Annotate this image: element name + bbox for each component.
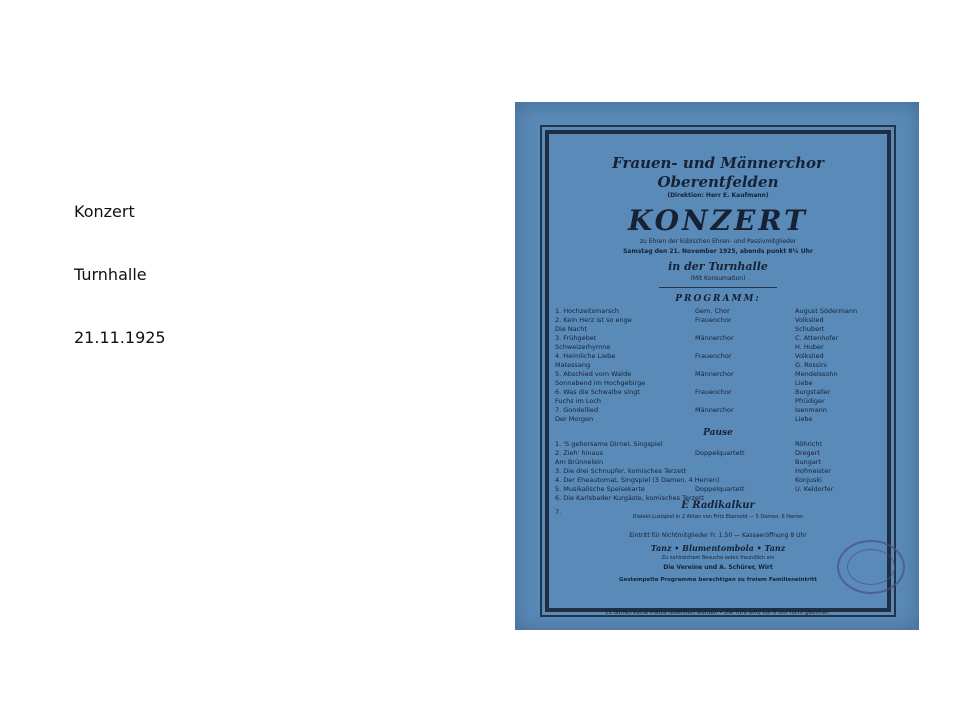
program-row: 1. 'S gehorsame Dirnel, Singspiel Röhricht [555, 440, 823, 448]
program-row: 5. Abschied vom Walde Männerchor Mendelssohn [555, 370, 838, 378]
poster-item7-note: Dialekt-Lustspiel in 2 Akten von Fritz Ebersold — 5 Damen, 6 Herren [632, 514, 804, 520]
poster-invite: Zu zahlreichem Besuche laden freundlich ein [661, 555, 775, 561]
poster-date-line: Samstag den 21. November 1925, abends punkt 8¼ Uhr [623, 248, 813, 255]
poster-after-program: Tanz • Blumentombola • Tanz [650, 543, 786, 553]
program-row: 4. Heimliche Liebe Frauenchor Volkslied [555, 352, 824, 360]
poster-divider [659, 287, 777, 288]
program-row: 6. Was die Schwalbe singt Frauenchor Burgstaller [555, 388, 831, 396]
poster-border [545, 130, 891, 612]
program-row: Die Nacht Schubert [555, 325, 825, 333]
program-row: Matessang G. Rossini [555, 361, 827, 369]
program-row: Schweizerhymne H. Huber [555, 343, 824, 351]
poster-headline: KONZERT [628, 204, 808, 237]
note-date: 21.11.1925 [74, 328, 166, 347]
program-row: Sonnabend im Hochgebirge Liebe [555, 379, 813, 387]
poster-pause: Pause [703, 428, 733, 438]
program-row: 7. Gondellied Männerchor Isenmann [555, 406, 827, 414]
poster-org-line2: Oberentfelden [657, 173, 779, 191]
program-row: 2. Zieh' hinaus Doppelquartett Dregert [555, 449, 820, 457]
poster-hosts: Die Vereine und A. Schürer, Wirt [663, 564, 773, 571]
program-row: 6. Die Karlsbader Kurgäste, komisches Terzett [555, 494, 705, 502]
program-row: Am Brünnelein Bungart [555, 458, 822, 466]
poster-item7-title: E Radikalkur [681, 500, 755, 511]
poster-program-title: PROGRAMM: [675, 294, 761, 304]
note-venue: Turnhalle [74, 265, 147, 284]
program-item7-number: 7. [555, 508, 562, 516]
program-row: 4. Der Eheautomat, Singspiel (3 Damen, 4 Herren) Konjuski [555, 476, 822, 484]
poster-admission: Eintritt für Nichtmitglieder Fr. 1.50 — Kassaeröffnung 8 Uhr [629, 532, 807, 539]
poster-footer: Es dürfen keine Plätze reserviert werden • Die Türe wird vor 8 Uhr nicht geöffnet [605, 610, 829, 616]
poster-venue-note: (Mit Konsumation) [690, 275, 746, 282]
program-row: Der Morgen Liebe [555, 415, 813, 423]
program-row: 2. Kein Herz ist so enge Frauenchor Volkslied [555, 316, 824, 324]
poster-venue: in der Turnhalle [668, 260, 768, 273]
program-row: 5. Musikalische Speisekarte Doppelquartett U. Keldorfer [555, 485, 834, 493]
concert-poster-image [515, 102, 919, 630]
poster-director: (Direktion: Herr E. Kaufmann) [667, 192, 769, 199]
program-row: 3. Frühgebet Männerchor C. Attenhofer [555, 334, 839, 342]
program-row: 1. Hochzeitsmarsch Gem. Chor August Södermann [555, 307, 858, 315]
poster-stamped-note: Gestempelte Programme berechtigen zu freiem Familieneintritt [618, 577, 818, 583]
note-concert: Konzert [74, 202, 135, 221]
program-row: Fuchs im Loch Pfrüdiger [555, 397, 825, 405]
ink-stamp-icon [837, 540, 905, 594]
poster-dedication: zu Ehren der kübischen Ehren- und Passivmitglieder [639, 238, 797, 245]
program-row: 3. Die drei Schnupfer, komisches Terzett Hofmeister [555, 467, 831, 475]
poster-org-line1: Frauen- und Männerchor [612, 154, 824, 172]
